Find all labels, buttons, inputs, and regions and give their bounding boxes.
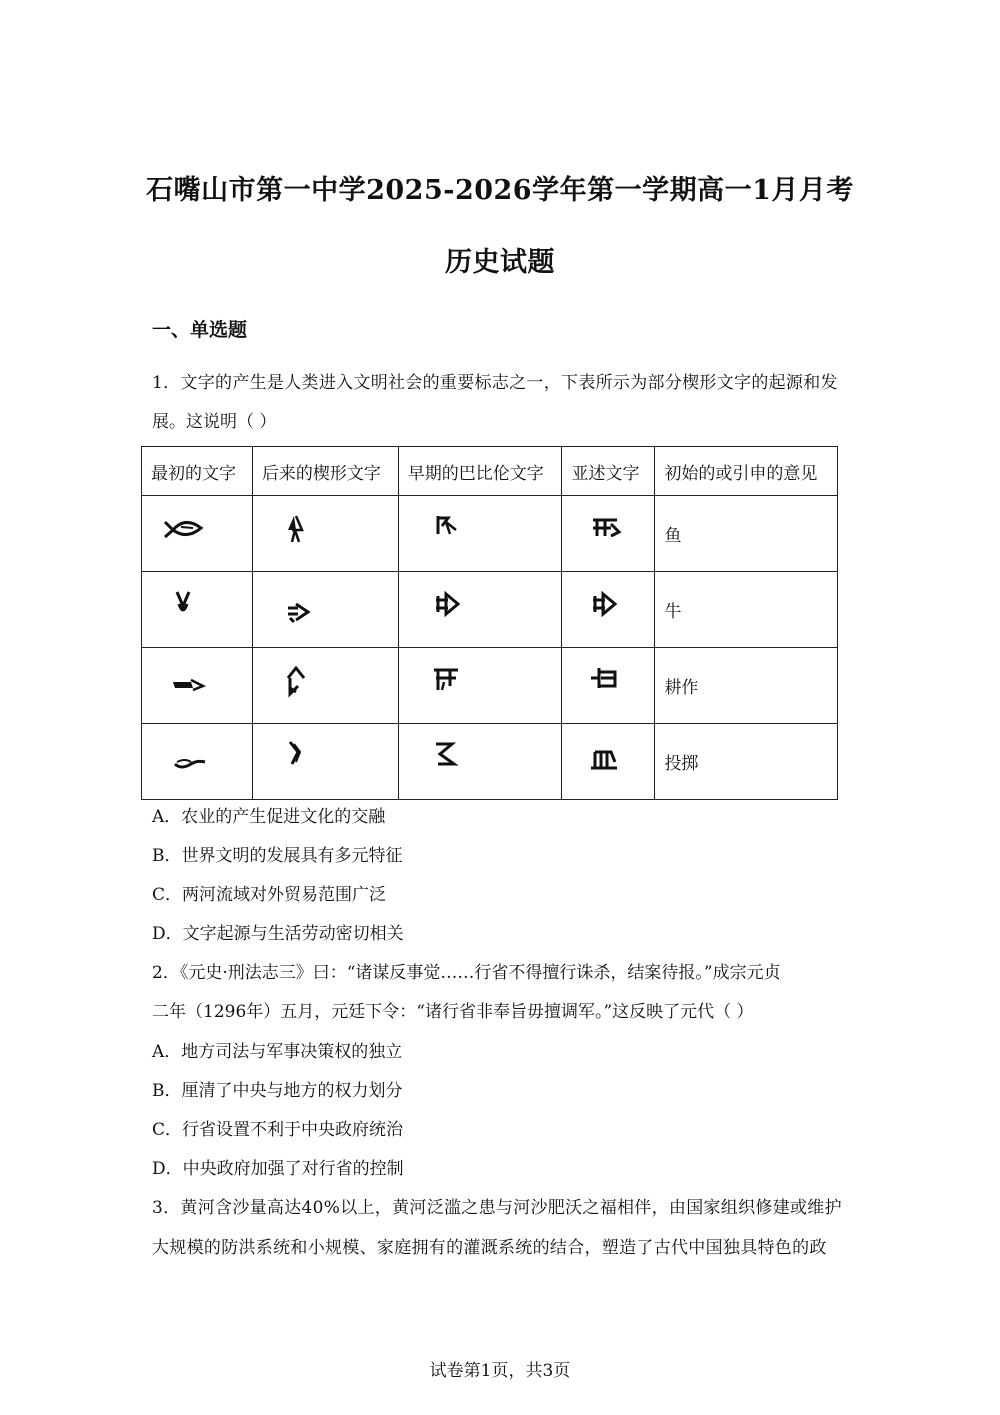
table-header-row [142, 447, 838, 496]
question-3-stem-line-2: 大规模的防洪系统和小规模、家庭拥有的灌溉系统的结合，塑造了古代中国独具特色的政 [152, 1238, 827, 1258]
plough-cuneiform-icon [262, 656, 332, 716]
table-cell [142, 572, 253, 648]
throw-pictograph-icon [151, 732, 221, 792]
ox-cuneiform-icon [262, 580, 332, 640]
table-cell [398, 496, 562, 572]
table-cell [562, 496, 655, 572]
table-cell [398, 724, 562, 800]
table-cell [562, 572, 655, 648]
cuneiform-evolution-table [141, 446, 838, 800]
question-1-stem-line-2: 展。这说明（ ） [152, 412, 277, 432]
table-header-cell: 早期的巴比伦文字 [398, 447, 562, 496]
throw-assyrian-icon [571, 732, 631, 792]
question-2-stem-line-2: 二年（1296年）五月，元廷下令：“诸行省非奉旨毋擅调军。”这反映了元代（ ） [152, 1002, 754, 1022]
page-footer: 试卷第1页，共3页 [429, 1361, 571, 1381]
table-meaning-cell: 耕作 [655, 648, 838, 724]
table-header-cell: 最初的文字 [142, 447, 253, 496]
fish-babylonian-icon [408, 504, 478, 564]
table-cell [252, 724, 398, 800]
throw-babylonian-icon [408, 732, 478, 792]
question-1-option-b: B．世界文明的发展具有多元特征 [152, 846, 403, 866]
table-row [142, 724, 838, 800]
fish-cuneiform-icon [262, 504, 332, 564]
table-meaning-cell: 牛 [655, 572, 838, 648]
table-cell [562, 648, 655, 724]
fish-pictograph-icon [151, 504, 221, 564]
plough-babylonian-icon [408, 656, 478, 716]
question-1-option-d: D．文字起源与生活劳动密切相关 [152, 924, 404, 944]
table-cell [142, 648, 253, 724]
table-cell [252, 648, 398, 724]
table-cell [142, 724, 253, 800]
question-2-option-b: B．厘清了中央与地方的权力划分 [152, 1081, 403, 1101]
table-cell [142, 496, 253, 572]
table-header-cell: 后来的楔形文字 [252, 447, 398, 496]
table-cell [252, 496, 398, 572]
question-2-option-d: D．中央政府加强了对行省的控制 [152, 1159, 404, 1179]
table-header-cell: 亚述文字 [562, 447, 655, 496]
ox-babylonian-icon [408, 580, 478, 640]
question-3-stem-line-1: 3．黄河含沙量高达40%以上，黄河泛滥之患与河沙肥沃之福相伴，由国家组织修建或维护 [152, 1198, 842, 1218]
question-1-option-c: C．两河流域对外贸易范围广泛 [152, 885, 387, 905]
table-meaning-cell: 投掷 [655, 724, 838, 800]
question-2-stem-line-1: 2．《元史·刑法志三》曰：“诸谋反事觉……行省不得擅行诛杀，结案待报。”成宗元贞 [152, 963, 781, 983]
table-row [142, 572, 838, 648]
question-2-option-a: A．地方司法与军事决策权的独立 [152, 1042, 403, 1062]
table-cell [252, 572, 398, 648]
exam-subject-title: 历史试题 [445, 247, 555, 278]
section-heading: 一、单选题 [152, 319, 248, 341]
table-row [142, 648, 838, 724]
ox-pictograph-icon [151, 580, 221, 640]
table-cell [398, 648, 562, 724]
ox-assyrian-icon [571, 580, 631, 640]
plough-assyrian-icon [571, 656, 631, 716]
table-cell [398, 572, 562, 648]
table-cell [562, 724, 655, 800]
exam-title: 石嘴山市第一中学2025-2026学年第一学期高一1月月考 [146, 175, 854, 206]
throw-cuneiform-icon [262, 732, 332, 792]
question-2-option-c: C．行省设置不利于中央政府统治 [152, 1120, 404, 1140]
question-1-stem-line-1: 1．文字的产生是人类进入文明社会的重要标志之一，下表所示为部分楔形文字的起源和发 [152, 373, 838, 393]
plough-pictograph-icon [151, 656, 221, 716]
table-header-cell: 初始的或引申的意见 [655, 447, 838, 496]
fish-assyrian-icon [571, 504, 631, 564]
question-1-option-a: A．农业的产生促进文化的交融 [152, 807, 386, 827]
table-meaning-cell: 鱼 [655, 496, 838, 572]
table-row [142, 496, 838, 572]
